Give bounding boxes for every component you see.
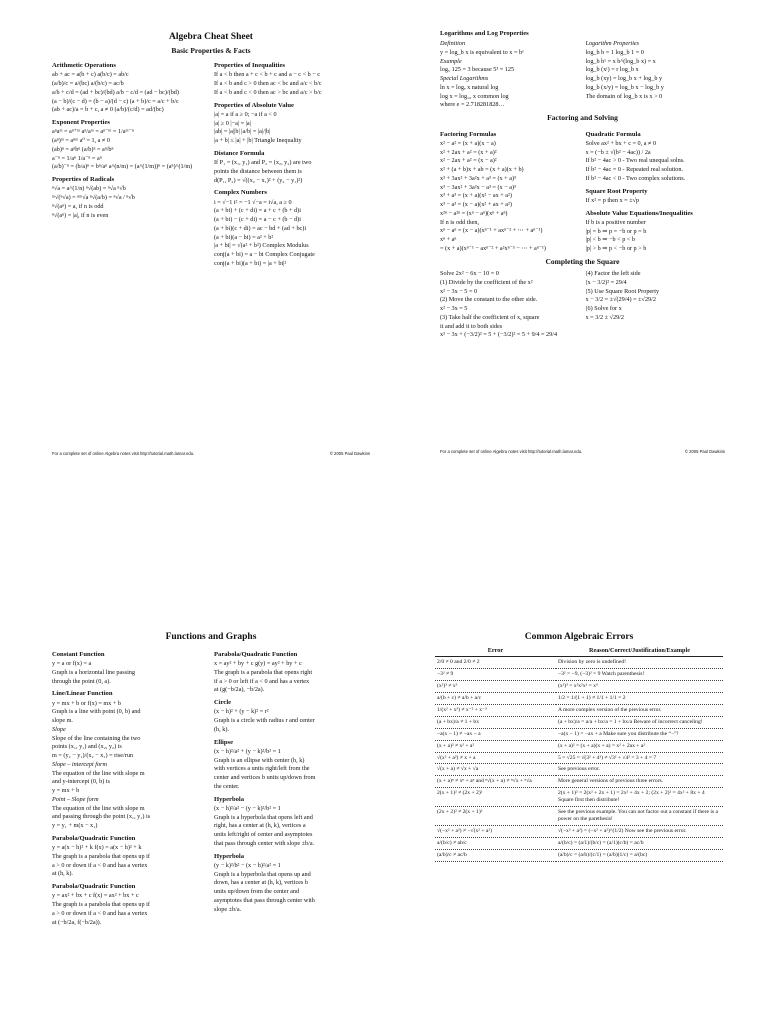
- formula-line: ab + ac = a(b + c) a(b/c) = ab/c: [52, 71, 129, 79]
- section-heading: Constant Function: [52, 650, 105, 658]
- page-title: Algebra Cheat Sheet: [169, 32, 253, 42]
- formula-line: points (x₁, y₁) and (x₂, y₂) is: [52, 743, 122, 751]
- formula-line: it and add it to both sides: [440, 322, 503, 330]
- error-cell: (2x + 2)² ≠ 2(x + 1)²: [435, 807, 556, 826]
- page-algebra-cheat-sheet: [52, 32, 370, 462]
- formula-line: slope ±b/a.: [214, 905, 242, 913]
- table-row: [435, 826, 723, 838]
- formula-line: right, has a center at (h, k), vertices a: [214, 822, 306, 830]
- formula-line: y = ax² + bx + c f(x) = ax² + bx + c: [52, 892, 139, 900]
- formula-line: log_b (xy) = log_b x + log_b y: [585, 75, 663, 83]
- formula-line: x²ⁿ − a²ⁿ = (xⁿ − aⁿ)(xⁿ + aⁿ): [440, 209, 508, 217]
- table-row: [435, 728, 723, 740]
- formula-line: at (g(−b/2a), −b/2a).: [214, 686, 265, 694]
- error-cell: 2(x + 1)² ≠ (2x + 2)²: [435, 788, 556, 807]
- formula-line: log_b (x/y) = log_b x − log_b y: [585, 83, 664, 91]
- page-footer: [440, 449, 725, 454]
- formula-line: center and vertices b units up/down from: [214, 774, 316, 782]
- formula-line: through the point (0, a).: [52, 677, 111, 685]
- formula-line: If a < b and c > 0 then ac < bc and a/c < b/c: [214, 80, 322, 88]
- section-heading: Complex Numbers: [214, 189, 267, 197]
- table-row: [435, 788, 723, 807]
- formula-line: log_b bˣ = x b^(log_b x) = x: [585, 57, 656, 65]
- formula-line: If b² − 4ac < 0 - Two complex solutions.: [585, 174, 686, 182]
- subheading: Slope: [52, 725, 66, 733]
- table-row: [435, 776, 723, 788]
- formula-line: x³ − 3ax² + 3a²x − a³ = (x − a)³: [440, 183, 516, 191]
- formula-line: a > 0 or down if a < 0 and has a vertex: [52, 909, 148, 917]
- section-heading: Parabola/Quadratic Function: [52, 883, 136, 891]
- formula-line: y = mx + b: [52, 787, 80, 795]
- formula-line: (ab + ac)/a = b + c, a ≠ 0 (a/b)/(c/d) = ad/(bc): [52, 106, 164, 114]
- errors-table: [435, 646, 723, 862]
- formula-line: asymptotes that pass through center with: [214, 896, 315, 904]
- subheading: Logarithm Properties: [585, 40, 640, 48]
- reason-cell: −a(x − 1) = −ax + a Make sure you distribute the “−”!: [556, 728, 723, 740]
- error-cell: √(x + a) ≠ √x + √a: [435, 764, 556, 776]
- formula-line: |a + b| ≤ |a| + |b| Triangle Inequality: [214, 137, 302, 145]
- square-left-column: [440, 269, 580, 340]
- formula-line: (aⁿ)ᵐ = aⁿᵐ a⁰ = 1, a ≠ 0: [52, 137, 111, 145]
- error-cell: 1/(x² + x³) ≠ x⁻² + x⁻³: [435, 704, 556, 716]
- formula-line: If n is odd then,: [440, 218, 480, 226]
- reason-cell: See the previous example. You can not factor out a constant if there is a power on the parethesis!: [556, 807, 723, 826]
- formula-line: (a + bi) + (c + di) = a + c + (b + d)i: [214, 207, 301, 215]
- error-cell: a/(b + c) ≠ a/b + a/c: [435, 692, 556, 704]
- formula-line: conj(a + bi) = a − bi Complex Conjugate: [214, 251, 315, 259]
- table-row: [435, 704, 723, 716]
- page-footer: [52, 451, 370, 456]
- formula-line: (1) Divide by the coefficient of the x²: [440, 278, 533, 286]
- formula-line: x − 3/2 = ±√(29/4) = ±√29/2: [585, 296, 656, 304]
- subheading: Point – Slope form: [52, 795, 99, 803]
- formula-line: x = ay² + by + c g(y) = ay² + by + c: [214, 660, 302, 668]
- formula-line: ⁿ√(aⁿ) = |a|, if n is even: [52, 211, 109, 219]
- formula-line: d(P₁, P₂) = √((x₂ − x₁)² + (y₂ − y₁)²): [214, 176, 303, 184]
- reason-cell: (x²)³ = x²x²x² = x⁶: [556, 680, 723, 692]
- formula-line: x = 3/2 ± √29/2: [585, 313, 624, 321]
- subheading: Example: [440, 57, 462, 65]
- table-row: [435, 838, 723, 850]
- formula-line: x³ + 3ax² + 3a²x + a³ = (x + a)³: [440, 174, 516, 182]
- section-heading: Properties of Radicals: [52, 176, 115, 184]
- formula-line: down, has a center at (h, k), vertices b: [214, 879, 308, 887]
- formula-line: xⁿ − aⁿ = (x − a)(xⁿ⁻¹ + axⁿ⁻² + ⋯ + aⁿ⁻¹): [440, 227, 543, 235]
- formula-line: Solve ax² + bx + c = 0, a ≠ 0: [585, 139, 657, 147]
- square-right-column: [586, 269, 726, 340]
- formula-line: |p| > b ⇒ p < −b or p > b: [585, 245, 647, 253]
- formula-line: Graph is a horizontal line passing: [52, 668, 135, 676]
- reason-cell: A more complex version of the previous error.: [556, 704, 723, 716]
- formula-line: and y-intercept (0, b) is: [52, 778, 110, 786]
- section-heading: Line/Linear Function: [52, 690, 113, 698]
- formula-line: The domain of log_b x is x > 0: [585, 92, 663, 100]
- reason-cell: Division by zero is undefined!: [556, 656, 723, 668]
- table-row: [435, 680, 723, 692]
- section-title-completing-square: Completing the Square: [545, 256, 620, 266]
- section-heading: Factoring Formulas: [440, 130, 497, 138]
- error-cell: √(−x² + a²) ≠ −√(x² + a²): [435, 826, 556, 838]
- formula-line: a/b + c/d = (ad + bc)/(bd) a/b − c/d = (ad − bc)/(bd): [52, 88, 179, 96]
- error-cell: −a(x − 1) ≠ −ax − a: [435, 728, 556, 740]
- formula-line: Solve 2x² − 6x − 10 = 0: [440, 270, 499, 278]
- formula-line: the center.: [214, 782, 240, 790]
- reason-cell: (x + a)² = (x + a)(x + a) = x² + 2ax + a²: [556, 740, 723, 752]
- formula-line: If P₁ = (x₁, y₁) and P₂ = (x₂, y₂) are two: [214, 159, 312, 167]
- column-header-reason: Reason/Correct/Justification/Example: [556, 646, 723, 656]
- formula-line: (a + bi) − (c + di) = a − c + (b − d)i: [214, 216, 301, 224]
- formula-line: (6) Solve for x: [585, 305, 622, 313]
- subheading: Definition: [440, 40, 466, 48]
- formula-line: |p| = b ⇒ p = −b or p = b: [585, 227, 647, 235]
- column-header-error: Error: [435, 646, 556, 656]
- page-functions-graphs: [52, 632, 370, 1024]
- formula-line: ⁿ√(aⁿ) = a, if n is odd: [52, 202, 104, 210]
- formula-line: log₅ 125 = 3 because 5³ = 125: [440, 66, 515, 74]
- reason-cell: √(−x² + a²) = (−x² + a²)^(1/2) Now see the previous error.: [556, 826, 723, 838]
- formula-line: y = a or f(x) = a: [52, 660, 92, 668]
- table-row: [435, 740, 723, 752]
- subheading: Slope – intercept form: [52, 760, 107, 768]
- formula-line: (a/b)/c = a/(bc) a/(b/c) = ac/b: [52, 80, 124, 88]
- table-row: [435, 668, 723, 680]
- reason-cell: See previous error.: [556, 764, 723, 776]
- left-column: [52, 646, 208, 927]
- formula-line: The graph is a parabola that opens right: [214, 668, 313, 676]
- table-row: [435, 807, 723, 826]
- formula-line: a⁻ⁿ = 1/aⁿ 1/a⁻ⁿ = aⁿ: [52, 154, 102, 162]
- formula-line: y = a(x − h)² + k f(x) = a(x − h)² + k: [52, 844, 142, 852]
- left-column: [52, 57, 208, 268]
- error-cell: −3² ≠ 9: [435, 668, 556, 680]
- formula-line: units up/down from the center and: [214, 888, 300, 896]
- right-column: [214, 646, 370, 927]
- section-heading: Properties of Absolute Value: [214, 101, 294, 109]
- formula-line: The equation of the line with slope m: [52, 804, 145, 812]
- table-row: [435, 764, 723, 776]
- formula-line: at (h, k).: [52, 870, 73, 878]
- formula-line: xⁿ + aⁿ: [440, 236, 457, 244]
- formula-line: m = (y₂ − y₁)/(x₂ − x₁) = rise/run: [52, 752, 134, 760]
- page-subtitle: Basic Properties & Facts: [171, 45, 251, 55]
- reason-cell: a/(b/c) = (a/1)/(b/c) = (a/1)(c/b) = ac/b: [556, 838, 723, 850]
- section-heading: Properties of Inequalities: [214, 62, 285, 70]
- formula-line: |a| = a if a ≥ 0; −a if a < 0: [214, 110, 277, 118]
- log-left-column: [440, 39, 580, 110]
- error-cell: √(x² + a²) ≠ x + a: [435, 752, 556, 764]
- section-heading: Hyperbola: [214, 852, 245, 860]
- section-heading: Parabola/Quadratic Function: [214, 650, 298, 658]
- formula-line: Graph is a hyperbola that opens up and: [214, 870, 311, 878]
- factor-left-column: [440, 126, 580, 254]
- formula-line: |ab| = |a||b| |a/b| = |a|/|b|: [214, 128, 271, 136]
- formula-line: (5) Use Square Root Property: [585, 287, 660, 295]
- formula-line: If b is a positive number: [585, 218, 646, 226]
- subheading: Special Logarithms: [440, 75, 489, 83]
- formula-line: If b² − 4ac = 0 - Repeated real solution.: [585, 166, 683, 174]
- formula-line: y = mx + b or f(x) = mx + b: [52, 699, 121, 707]
- formula-line: (x − h)²/a² + (y − k)²/b² = 1: [214, 747, 281, 755]
- footer-copyright: © 2005 Paul Dawkins: [684, 448, 725, 454]
- section-heading: Square Root Property: [585, 187, 648, 195]
- section-heading: Distance Formula: [214, 149, 265, 157]
- formula-line: ᵐ√(ⁿ√a) = ⁿᵐ√a ⁿ√(a/b) = ⁿ√a / ⁿ√b: [52, 194, 135, 202]
- section-heading: Exponent Properties: [52, 119, 110, 127]
- formula-line: Graph is a circle with radius r and center: [214, 717, 315, 725]
- reason-cell: 2(x + 1)² = 2(x² + 2x + 1) = 2x² + 4x + 2; (2x + 2)² = 4x² + 8x + 4 Square first then distribute!: [556, 788, 723, 807]
- log-right-column: [586, 39, 726, 110]
- formula-line: The graph is a parabola that opens up if: [52, 901, 150, 909]
- formula-line: (a + bi)(c + di) = ac − bd + (ad + bc)i: [214, 224, 307, 232]
- formula-line: (3) Take half the coefficient of x, square: [440, 313, 540, 321]
- formula-line: slope m.: [52, 717, 73, 725]
- formula-line: (2) Move the constant to the other side.: [440, 296, 538, 304]
- section-title-logarithms: Logarithms and Log Properties: [440, 30, 529, 37]
- formula-line: x² − 3x − 5 = 0: [440, 287, 478, 295]
- section-heading: Ellipse: [214, 738, 234, 746]
- table-row: [435, 692, 723, 704]
- table-row: [435, 716, 723, 728]
- error-cell: (a/b)/c ≠ ac/b: [435, 850, 556, 862]
- page-logs-factoring: [440, 30, 725, 460]
- formula-line: Graph is an ellipse with center (h, k): [214, 756, 305, 764]
- reason-cell: 1/2 = 1/(1 + 1) ≠ 1/1 + 1/1 = 2: [556, 692, 723, 704]
- footer-note: For a complete set of online Algebra notes visit http://tutorial.math.lamar.edu.: [440, 448, 583, 454]
- formula-line: x² − 3x + (−3/2)² = 5 + (−3/2)² = 5 + 9/4 = 29/4: [440, 331, 558, 339]
- formula-line: x³ − a³ = (x − a)(x² + ax + a²): [440, 201, 512, 209]
- formula-line: (h, k).: [214, 725, 229, 733]
- formula-line: log_b (xʳ) = r log_b x: [585, 66, 639, 74]
- formula-line: If b² − 4ac > 0 - Two real unequal solns.: [585, 157, 685, 165]
- section-heading: Circle: [214, 699, 232, 707]
- formula-line: x = (−b ± √(b² − 4ac)) / 2a: [585, 148, 651, 156]
- formula-line: The equation of the line with slope m: [52, 769, 145, 777]
- error-cell: 2/0 ≠ 0 and 2/0 ≠ 2: [435, 656, 556, 668]
- error-cell: (x + a)ⁿ ≠ xⁿ + aⁿ and ⁿ√(x + a) ≠ ⁿ√x + ⁿ√a: [435, 776, 556, 788]
- formula-line: log_b b = 1 log_b 1 = 0: [585, 48, 644, 56]
- reason-cell: (a/b)/c = (a/b)/(c/1) = (a/b)(1/c) = a/(bc): [556, 850, 723, 862]
- formula-line: |a| ≥ 0 |−a| = |a|: [214, 119, 251, 127]
- formula-line: i = √−1 i² = −1 √−a = i√a, a ≥ 0: [214, 198, 292, 206]
- formula-line: (y − k)²/b² − (x − h)²/a² = 1: [214, 861, 281, 869]
- page-title: Common Algebraic Errors: [524, 632, 634, 642]
- error-cell: a/(b/c) ≠ ab/c: [435, 838, 556, 850]
- formula-line: x³ + a³ = (x + a)(x² − ax + a²): [440, 192, 512, 200]
- formula-line: (ab)ⁿ = aⁿbⁿ (a/b)ⁿ = aⁿ/bⁿ: [52, 145, 114, 153]
- errors-table-body: [435, 656, 723, 862]
- formula-line: a > 0 or down if a < 0 and has a vertex: [52, 861, 148, 869]
- formula-line: at (−b/2a, f(−b/2a)).: [52, 918, 102, 926]
- table-header-row: [435, 646, 723, 656]
- formula-line: units left/right of center and asymptotes: [214, 831, 313, 839]
- formula-line: (x − h)²/a² − (y − k)²/b² = 1: [214, 804, 281, 812]
- formula-line: points the distance between them is: [214, 167, 302, 175]
- reason-cell: (a + bx)/a = a/a + bx/a = 1 + bx/a Beware of incorrect canceling!: [556, 716, 723, 728]
- footer-note: For a complete set of online Algebra notes visit http://tutorial.math.lamar.edu.: [52, 450, 195, 456]
- formula-line: x² − a² = (x + a)(x − a): [440, 139, 496, 147]
- formula-line: x² − 3x = 5: [440, 305, 468, 313]
- formula-line: |p| < b ⇒ −b < p < b: [585, 236, 635, 244]
- formula-line: = (x + a)(xⁿ⁻¹ − axⁿ⁻² + a²xⁿ⁻³ − ⋯ + aⁿ⁻¹): [440, 244, 546, 252]
- formula-line: x² + 2ax + a² = (x + a)²: [440, 148, 497, 156]
- formula-line: y = y₁ + m(x − x₁): [52, 822, 98, 830]
- footer-copyright: © 2005 Paul Dawkins: [329, 450, 370, 456]
- error-cell: (x²)³ ≠ x⁵: [435, 680, 556, 692]
- formula-line: The graph is a parabola that opens up if: [52, 852, 150, 860]
- formula-line: y = log_b x is equivalent to x = bʸ: [440, 48, 524, 56]
- section-heading: Hyperbola: [214, 795, 245, 803]
- formula-line: that pass through center with slope ±b/a.: [214, 839, 315, 847]
- factor-right-column: [586, 126, 726, 254]
- section-heading: Absolute Value Equations/Inequalities: [585, 209, 693, 217]
- formula-line: |a + bi| = √(a² + b²) Complex Modulus: [214, 242, 309, 250]
- page-common-errors: [435, 632, 723, 1024]
- reason-cell: 5 = √25 = √(3² + 4²) ≠ √3² + √4² = 3 + 4 = 7: [556, 752, 723, 764]
- error-cell: (a + bx)/a ≠ 1 + bx: [435, 716, 556, 728]
- formula-line: conj(a + bi)(a + bi) = |a + bi|²: [214, 259, 287, 267]
- formula-line: and passing through the point (x₁, y₁) is: [52, 813, 151, 821]
- section-heading: Parabola/Quadratic Function: [52, 834, 136, 842]
- error-cell: (x + a)² ≠ x² + a²: [435, 740, 556, 752]
- formula-line: If x² = p then x = ±√p: [585, 196, 640, 204]
- formula-line: with vertices a units right/left from the: [214, 765, 310, 773]
- reason-cell: More general versions of previous three errors.: [556, 776, 723, 788]
- right-column: [214, 57, 370, 268]
- table-row: [435, 850, 723, 862]
- formula-line: x² + (a + b)x + ab = (x + a)(x + b): [440, 166, 524, 174]
- formula-line: (a + bi)(a − bi) = a² + b²: [214, 233, 274, 241]
- reason-cell: −3² = −9, (−3)² = 9 Watch parenthesis!: [556, 668, 723, 680]
- formula-line: if a > 0 or left if a < 0 and has a vertex: [214, 677, 310, 685]
- formula-line: (x − 3/2)² = 29/4: [585, 278, 627, 286]
- formula-line: If a < b then a + c < b + c and a − c < b − c: [214, 71, 321, 79]
- page-title: Functions and Graphs: [165, 632, 257, 642]
- formula-line: (a − b)/(c − d) = (b − a)/(d − c) (a + b)/c = a/c + b/c: [52, 97, 179, 105]
- formula-line: log x = log₁₀ x common log: [440, 92, 509, 100]
- formula-line: x² − 2ax + a² = (x − a)²: [440, 157, 497, 165]
- formula-line: Slope of the line containing the two: [52, 734, 141, 742]
- formula-line: ⁿ√a = a^(1/n) ⁿ√(ab) = ⁿ√a ⁿ√b: [52, 185, 126, 193]
- formula-line: (a/b)⁻ⁿ = (b/a)ⁿ = bⁿ/aⁿ a^(n/m) = (a^(1/m))ⁿ = (aⁿ)^(1/m): [52, 163, 193, 171]
- formula-line: Graph is a hyperbola that opens left and: [214, 813, 313, 821]
- section-heading: Quadratic Formula: [585, 130, 641, 138]
- section-heading: Arithmetic Operations: [52, 62, 116, 70]
- table-row: [435, 656, 723, 668]
- formula-line: (4) Factor the left side: [585, 270, 641, 278]
- formula-line: (x − h)² + (y − k)² = r²: [214, 708, 269, 716]
- formula-line: where e = 2.718281828…: [440, 101, 505, 109]
- formula-line: If a < b and c < 0 then ac > bc and a/c > b/c: [214, 88, 322, 96]
- formula-line: aⁿaᵐ = aⁿ⁺ᵐ aⁿ/aᵐ = aⁿ⁻ᵐ = 1/aᵐ⁻ⁿ: [52, 128, 134, 136]
- formula-line: Graph is a line with point (0, b) and: [52, 708, 141, 716]
- table-row: [435, 752, 723, 764]
- formula-line: ln x = logₑ x natural log: [440, 83, 499, 91]
- section-title-factoring: Factoring and Solving: [547, 113, 618, 123]
